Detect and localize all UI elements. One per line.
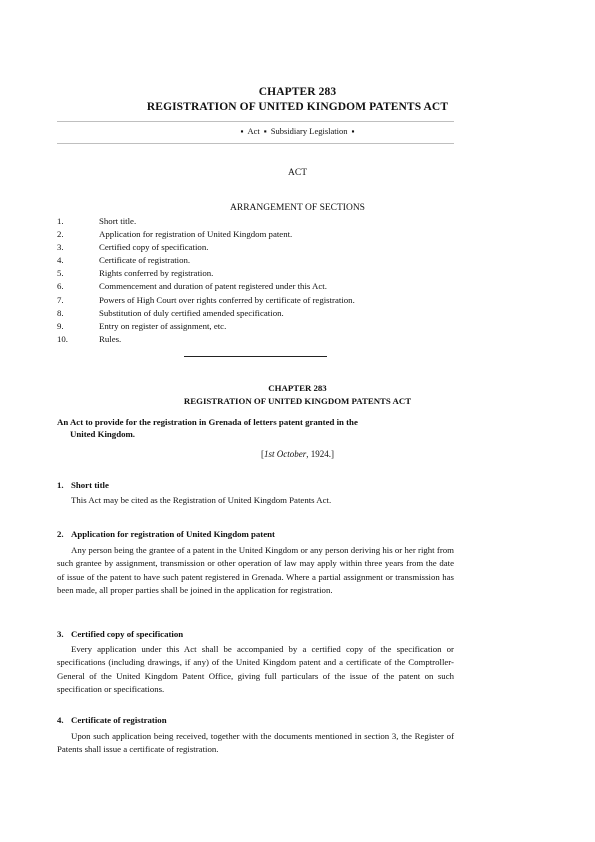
toc-item-number: 9. <box>57 320 64 331</box>
section-heading-text: Certificate of registration <box>71 715 167 725</box>
section-number: 2. <box>57 529 64 539</box>
body-header <box>0 382 595 407</box>
date-day-month: 1st October <box>264 449 307 459</box>
toc-item-number: 1. <box>57 216 64 226</box>
toc-item-title: Powers of High Court over rights conferred by certificate of registration. <box>99 294 355 305</box>
long-title <box>57 417 454 440</box>
section-heading-text: Application for registration of United Kingdom patent <box>71 529 275 539</box>
toc-item-title: Short title. <box>99 216 137 226</box>
toc-item-number: 2. <box>57 229 64 240</box>
section-heading <box>57 528 275 540</box>
bullet-icon: ▪ <box>240 126 244 136</box>
toc-item-number: 5. <box>57 268 64 279</box>
commencement-date <box>0 448 595 460</box>
section-text: This Act may be cited as the Registration of United Kingdom Patents Act. <box>71 495 332 505</box>
toc-item-number: 7. <box>57 294 64 305</box>
nav-links <box>0 126 595 137</box>
toc-item-number: 6. <box>57 281 64 292</box>
body-chapter-number: CHAPTER 283 <box>268 383 327 393</box>
section-heading <box>57 628 183 640</box>
section-number: 1. <box>57 480 64 490</box>
toc-item-number: 4. <box>57 255 64 266</box>
toc-item-title: Commencement and duration of patent registered under this Act. <box>99 281 327 292</box>
toc-item-title: Rules. <box>99 333 122 344</box>
toc-item-title: Certificate of registration. <box>99 255 191 266</box>
nav-top-rule <box>57 121 454 122</box>
chapter-number: CHAPTER 283 <box>258 86 337 98</box>
nav-link-act[interactable]: Act <box>247 126 260 136</box>
toc-item-title: Entry on register of assignment, etc. <box>99 320 227 331</box>
section-heading <box>57 714 167 726</box>
toc-item-title: Substitution of duly certified amended specification. <box>99 307 284 318</box>
body-act-title: REGISTRATION OF UNITED KINGDOM PATENTS ACT <box>183 395 412 406</box>
bullet-icon: ▪ <box>351 126 355 136</box>
date-year: , 1924.] <box>306 449 334 459</box>
toc-item-number: 8. <box>57 307 64 318</box>
act-heading: ACT <box>288 168 307 178</box>
section-number: 4. <box>57 715 64 725</box>
section-heading <box>57 479 109 491</box>
document-header <box>0 85 595 115</box>
section-number: 3. <box>57 629 64 639</box>
arrangement-heading: ARRANGEMENT OF SECTIONS <box>230 203 365 213</box>
section-divider <box>184 356 327 357</box>
nav-bottom-rule <box>57 143 454 144</box>
section-text: Every application under this Act shall be accompanied by a certified copy of the specification or specifications (including drawings, if any) of the United Kingdom patent and a certificate of the Comptroller-General of the United Kingdom Patent Office, giving full particulars of the issue of the patent on such specification or specifications. <box>57 644 454 695</box>
section-text: Upon such application being received, together with the documents mentioned in section 3, the Register of Patents shall issue a certificate of registration. <box>57 731 454 755</box>
toc-item-title: Rights conferred by registration. <box>99 268 214 279</box>
bullet-icon: ▪ <box>263 126 267 136</box>
section-heading-text: Short title <box>71 480 109 490</box>
toc-item-number: 10. <box>57 333 68 344</box>
date-bracket: [ <box>261 449 264 459</box>
toc-item-number: 3. <box>57 242 64 253</box>
long-title-line-2: United Kingdom. <box>70 428 136 439</box>
toc-item-title: Application for registration of United Kingdom patent. <box>99 229 293 240</box>
toc-item-title: Certified copy of specification. <box>99 242 209 253</box>
section-heading-text: Certified copy of specification <box>71 629 184 639</box>
section-text: Any person being the grantee of a patent in the United Kingdom or any person deriving his or her right from such grantee by assignment, transmission or other operation of law may apply within three years from the date of issue of the patent to have such patent registered in Grenada. Where a partial assignment or transmission has been made, all proper parties shall be joined in the application for registration. <box>57 545 454 596</box>
nav-link-subsidiary-legislation[interactable]: Subsidiary Legislation <box>270 126 348 136</box>
long-title-line-1: An Act to provide for the registration in Grenada of letters patent granted in the <box>57 417 358 427</box>
act-title: REGISTRATION OF UNITED KINGDOM PATENTS ACT <box>146 101 449 113</box>
